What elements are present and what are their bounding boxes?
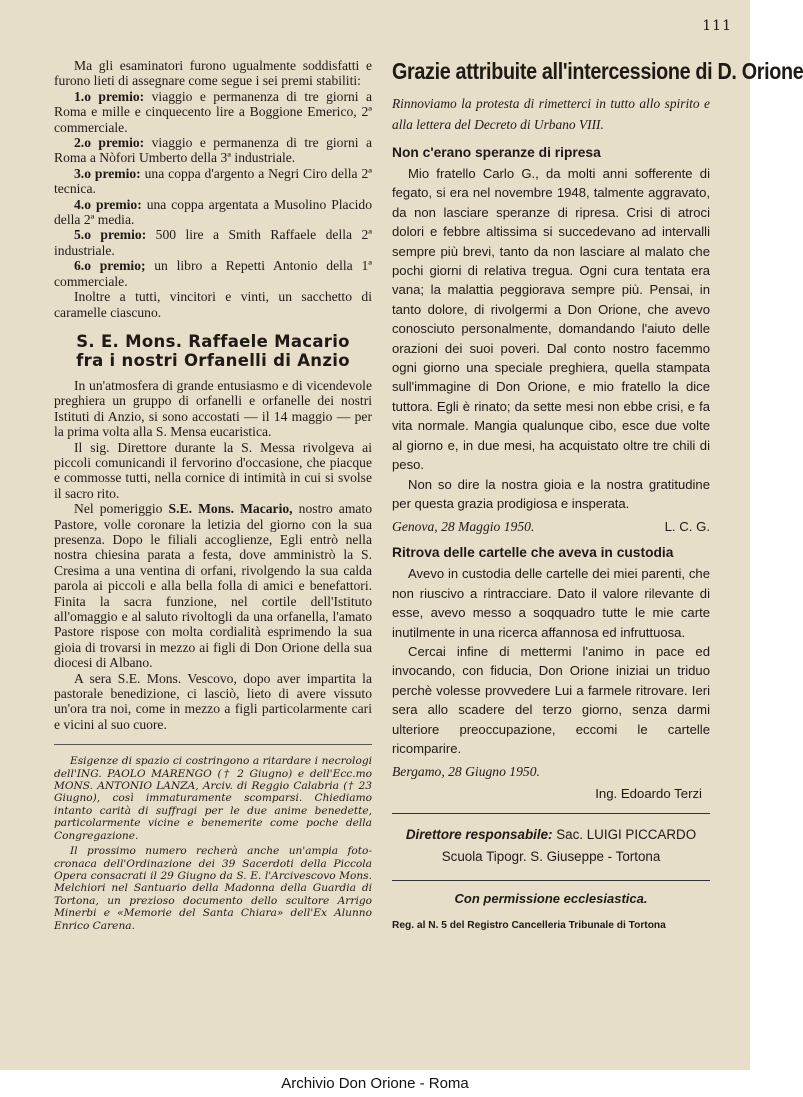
divider — [392, 880, 710, 881]
story-title: Ritrova delle cartelle che aveva in custodia — [392, 545, 674, 561]
prize-item: 4.o premio: una coppa argentata a Musolino Placido della 2ª media. — [54, 196, 372, 228]
story-place-date: Bergamo, 28 Giugno 1950. — [392, 764, 540, 780]
story-signature: L. C. G. — [664, 519, 710, 535]
story-signature-line — [392, 519, 710, 535]
prize-item: 5.o premio: 500 lire a Smith Raffaele della 2ª industriale. — [54, 227, 373, 258]
story-title: Non c'erano speranze di ripresa — [392, 145, 601, 160]
prize-item: 3.o premio: una coppa d'argento a Negri Ciro della 2ª tecnica. — [54, 165, 372, 197]
grace-story-2 — [392, 545, 710, 801]
prizes-section — [54, 58, 372, 320]
permission-line: Con permissione ecclesiastica. — [454, 891, 648, 907]
story-signature: Ing. Edoardo Terzi — [595, 786, 702, 802]
story-signature-line — [392, 764, 710, 780]
article-paragraph: In un'atmosfera di grande entusiasmo e di vicendevole preghiera un gruppo di orfanelli e orfanelle dei nostri Istituti di Anzio, si sono accostati — il 14 maggio — per la prima volta alla S. Mensa eucaristica. — [54, 377, 372, 440]
story-paragraph: Mio fratello Carlo G., da molti anni sofferente di fegato, si era nel novembre 1948, talmente aggravato, da non lasciare speranze di ripresa. Crisi di atroci dolori e febbre altissima si succedevano ad intervalli sempre più brevi, tanto da non lasciare al malato che pochi giorni di relativa tregua. Ogni cura tentata era vana; la malattia peggiorava sempre più. Pensai, in tanto dolore, di rivolgermi a Don Orione, che avevo conosciuto personalmente, domandando l'aiuto delle orazioni dei suoi poveri. Dal conto nostro facemmo ogni giorno una speciale preghiera, quella stampata sull'immagine di Don Orione, e mio fratello la dice tuttora. Egli è rinato; da sette mesi non ebbe crisi, e fa vita normale. Mangia qualunque cibo, esce due volte al giorno e, in due mesi, ha acquistato oltre tre chili di peso. — [392, 166, 710, 473]
left-column — [54, 58, 372, 935]
notice-next-issue: Il prossimo numero recherà anche un'ampia foto-cronaca dell'Ordinazione dei 39 Sacerdoti della Piccola Opera consacrati il 29 Giugno da S. E. l'Arcivescovo Mons. Melchiori nel Santuario della Madonna della Guardia di Tortona, un prezioso documento dello scultore Arrigo Minerbi e «Memorie del Santa Chiara» dell'Ex Alunno Enrico Carena. — [54, 845, 372, 932]
prize-item: 6.o premio; un libro a Repetti Antonio della 1ª commerciale. — [54, 258, 372, 289]
article-paragraph: Nel pomeriggio S.E. Mons. Macario, nostro amato Pastore, volle coronare la letizia del giorno con la sua presenza. Dopo le filiali accoglienze, Egli entrò nella nostra chiesina parata a festa, dove amministrò la S. Cresima a una ventina di orfani, rivolgendo la sua calda parola ai piccoli e alla bella folla di amici e benefattori. Finita la sacra funzione, nel cortile dell'Istituto all'omaggio e al saluto rivoltogli da una orfanella, l'amato Pastore rispose con molta cordialità esprimendo la sua gioia di trovarsi in mezzo ai figli di Don Orione della sua diocesi di Albano. — [54, 501, 373, 671]
grace-story-1 — [392, 145, 710, 535]
story-paragraph: Cercai infine di mettermi l'animo in pace ed invocando, con fiducia, Don Orione iniziai un triduo perchè volesse provvedere Lui a farmele ritrovare. Ieri sera allo scadere del terzo giorno, senza darmi ulteriore preoccupazione, eccomi le cartelle ricomparire. — [392, 643, 710, 756]
archive-footer: Archivio Don Orione - Roma — [0, 1070, 750, 1097]
story-paragraph: Non so dire la nostra gioia e la nostra gratitudine per questa grazia prodigiosa e insperata. — [392, 476, 710, 511]
article-title: S. E. Mons. Raffaele Macario fra i nostri Orfanelli di Anzio — [76, 331, 350, 370]
graces-intro: Rinnoviamo la protesta di rimetterci in tutto allo spirito e alla lettera del Decreto di Urbano VIII. — [392, 96, 710, 132]
prizes-closing: Inoltre a tutti, vincitori e vinti, un sacchetto di caramelle ciascuno. — [54, 289, 372, 320]
story-place-date: Genova, 28 Maggio 1950. — [392, 519, 535, 535]
article-paragraph: A sera S.E. Mons. Vescovo, dopo aver impartita la pastorale benedizione, ci lasciò, lieto di avere vissuto un'ora tra noi, come in mezzo a figli particolarmente cari e vicini al suo cuore. — [54, 670, 372, 732]
divider — [392, 813, 710, 814]
prizes-intro: Ma gli esaminatori furono ugualmente soddisfatti e furono lieti di assegnare come segue i sei premi stabiliti: — [54, 58, 372, 89]
article-paragraph: Il sig. Direttore durante la S. Messa rivolgeva ai piccoli comunicandi il fervorino d'occasione, che piacque e commosse tutti, nella cornice di intimità in cui si svolse il sacro rito. — [54, 439, 372, 501]
right-column — [392, 58, 803, 932]
registration-line: Reg. al N. 5 del Registro Cancelleria Tribunale di Tortona — [392, 920, 666, 932]
prize-item: 2.o premio: viaggio e permanenza di tre giorni a Roma a Nòfori Umberto della 3ª industriale. — [54, 135, 372, 166]
page-number: 111 — [702, 18, 732, 34]
graces-heading: Grazie attribuite all'intercessione di D. Orione — [392, 58, 803, 84]
macario-article — [54, 332, 372, 732]
story-paragraph: Avevo in custodia delle cartelle dei miei parenti, che non riuscivo a rintracciare. Dato il valore rilevante di esse, avevo messo a soqquadro tutte le mie carte inutilmente in una ricerca affannosa ed infruttuosa. — [392, 566, 710, 640]
editorial-notices — [54, 744, 372, 932]
prize-item: 1.o premio: viaggio e permanenza di tre giorni a Roma e mille e cinquecento lire a Boggione Emerico, 2ª commerciale. — [54, 88, 372, 135]
notice-necrologies: Esigenze di spazio ci costringono a ritardare i necrologi dell'ING. PAOLO MARENGO († 2 Giugno) e dell'Ecc.mo MONS. ANTONIO LANZA, Arciv. di Reggio Calabria († 23 Giugno), così immaturamente scomparsi. Chiediamo intanto carità di suffragi per le due anime benedette, particolarmente vicine e benemerite come poche della Congregazione. — [54, 755, 372, 842]
director-line: Direttore responsabile: Sac. LUIGI PICCARDO — [405, 827, 697, 843]
printer-line: Scuola Tipogr. S. Giuseppe - Tortona — [441, 849, 661, 865]
